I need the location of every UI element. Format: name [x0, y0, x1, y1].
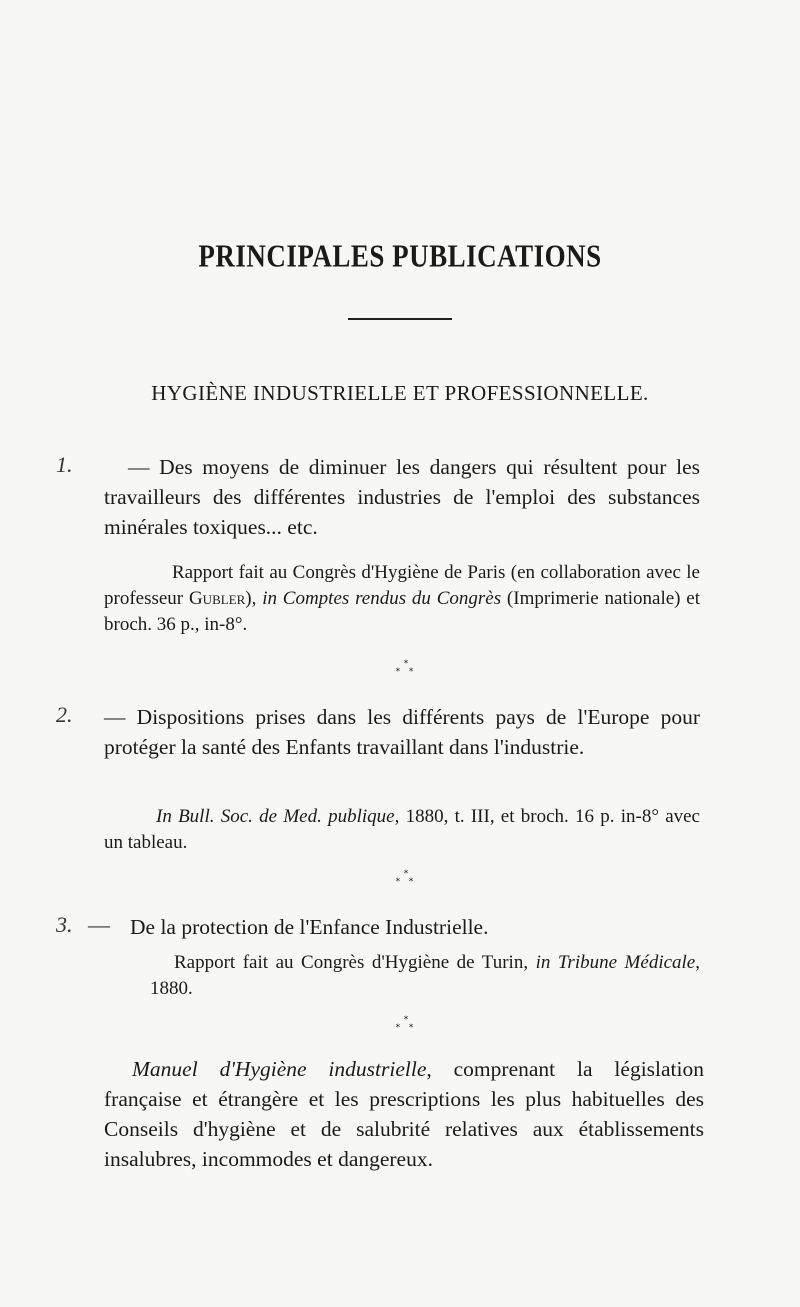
entry-1-number: 1.: [56, 452, 73, 477]
entry-1-ref-name: Gubler: [188, 588, 246, 609]
asterism-2-top: *: [403, 869, 409, 879]
entry-1-ref-mid: ),: [245, 588, 263, 609]
manuel-text: , comprenant la législation française et étrangère et les prescriptions les plus habituelles des Conseils d'hygiène et de salubrité relatives aux établissements insalubres, incommodes et dangereux.: [104, 1057, 704, 1171]
asterism-1-top: *: [403, 659, 409, 669]
entry-3-reference: [150, 950, 700, 1002]
entry-1-ref-suffix: (Imprimerie nationale) et broch. 36 p., in-8°.: [104, 588, 700, 635]
entry-1-reference: [104, 560, 700, 638]
entry-2-number: 2.: [56, 702, 73, 727]
page-title: PRINCIPALES PUBLICATIONS: [198, 238, 602, 274]
entry-1-ref-prefix: Rapport fait au Congrès d'Hygiène de Paris (en collaboration avec le professeur: [104, 562, 700, 609]
entry-3-number: 3.: [56, 912, 73, 937]
entry-2-ref-suffix: , 1880, t. III, et broch. 16 p. in-8° avec un tableau.: [104, 806, 700, 853]
asterism-1-bottom: * *: [395, 667, 417, 677]
manuel-paragraph: [104, 1054, 704, 1174]
entry-2-ref-italic: In Bull. Soc. de Med. publique: [156, 806, 395, 827]
title-rule: [348, 318, 452, 320]
asterism-1: [386, 660, 426, 676]
entry-3-ref-suffix: , 1880.: [150, 952, 700, 999]
asterism-3: [386, 1016, 426, 1032]
entry-1-text: — Des moyens de diminuer les dangers qui résultent pour les travailleurs des différentes industries de l'emploi des substances minérales toxiques... etc.: [104, 455, 700, 539]
entry-3-ref-prefix: Rapport fait au Congrès d'Hygiène de Turin,: [174, 952, 536, 973]
entry-3-ref-italic: in Tribune Médicale: [535, 952, 696, 973]
manuel-title: Manuel d'Hygiène industrielle: [132, 1057, 427, 1081]
asterism-2-bottom: * *: [395, 877, 417, 887]
entry-1-ref-italic: in Comptes rendus du Congrès: [262, 588, 502, 609]
entry-3-dash: —: [88, 912, 110, 937]
entry-2-text: — Dispositions prises dans les différents pays de l'Europe pour protéger la santé des Enfants travaillant dans l'industrie.: [104, 705, 700, 759]
asterism-2: [386, 870, 426, 886]
asterism-3-top: *: [403, 1015, 409, 1025]
entry-2-reference: [104, 804, 700, 856]
section-heading: HYGIÈNE INDUSTRIELLE ET PROFESSIONNELLE.: [151, 381, 649, 405]
asterism-3-bottom: * *: [395, 1023, 417, 1033]
entry-3-text: De la protection de l'Enfance Industrielle.: [130, 915, 489, 939]
